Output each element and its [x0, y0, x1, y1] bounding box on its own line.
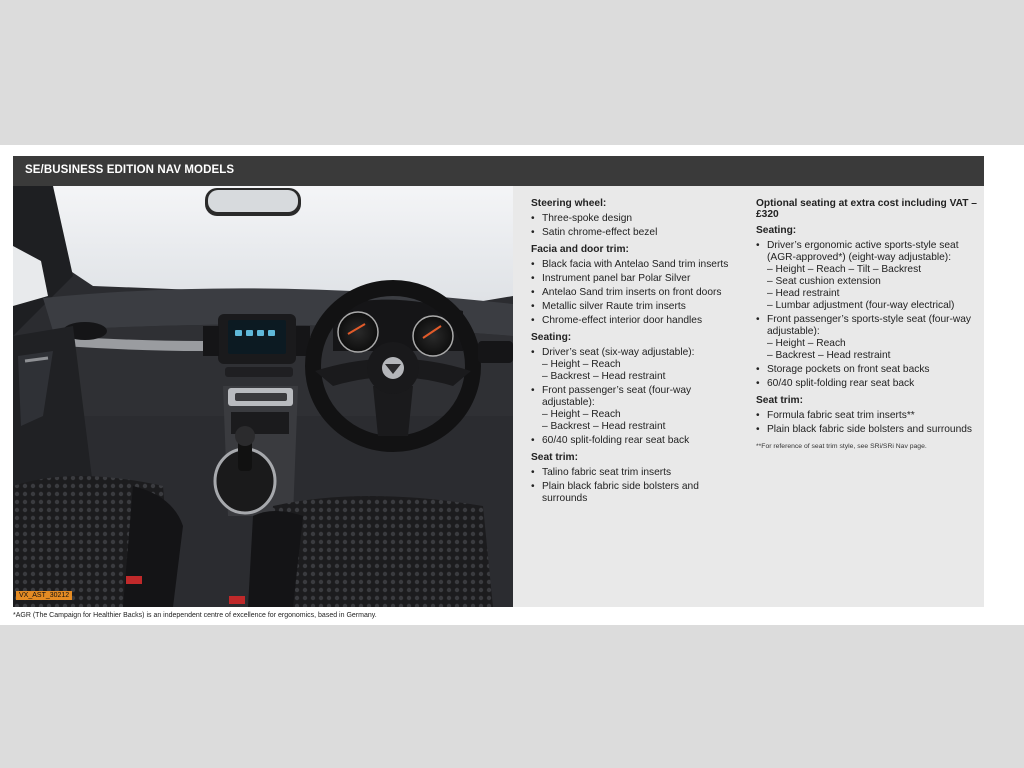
optional-seating-title: Optional seating at extra cost including VAT – £320	[756, 198, 977, 220]
brochure-page	[0, 145, 1024, 625]
list-item	[756, 240, 981, 312]
opt-driver-seat-line: – Height – Reach – Tilt – Backrest	[767, 264, 922, 275]
list-item: • Instrument panel bar Polar Silver	[531, 273, 741, 285]
opt-driver-seat-label: • Driver’s ergonomic active sports-style seat (AGR-approved*) (eight-way adjustable):	[767, 240, 959, 263]
opt-driver-seat-line: – Head restraint	[767, 288, 840, 299]
list-item: • Storage pockets on front seat backs	[756, 364, 981, 376]
passenger-seat-line: – Height – Reach	[542, 409, 621, 420]
passenger-seat-line: – Backrest – Head restraint	[542, 421, 666, 432]
list-item: • 60/40 split-folding rear seat back	[531, 435, 741, 447]
seat-trim-note: **For reference of seat trim style, see SRi/SRi Nav page.	[756, 443, 927, 450]
list-item: • Plain black fabric side bolsters and surrounds	[531, 481, 741, 505]
seat-trim-list	[531, 467, 741, 505]
driver-seat-line: – Height – Reach	[542, 359, 621, 370]
spec-panel	[513, 186, 984, 607]
opt-driver-seat-line: – Lumbar adjustment (four-way electrical)	[767, 300, 955, 311]
steering-title: Steering wheel:	[531, 198, 607, 209]
section-title: SE/BUSINESS EDITION NAV MODELS	[25, 164, 235, 176]
opt-seating-title: Seating:	[756, 225, 797, 236]
opt-passenger-seat-label: • Front passenger’s sports-style seat (four-way adjustable):	[767, 314, 972, 337]
opt-seating-list	[756, 240, 981, 390]
agr-footnote: *AGR (The Campaign for Healthier Backs) is an independent centre of excellence for ergonomics, based in Germany.	[13, 612, 377, 619]
facia-title: Facia and door trim:	[531, 244, 629, 255]
optional-spec-column	[756, 198, 981, 453]
list-item: • Formula fabric seat trim inserts**	[756, 410, 981, 422]
seating-list	[531, 347, 741, 447]
list-item: • Satin chrome-effect bezel	[531, 227, 741, 239]
driver-seat-label: • Driver’s seat (six-way adjustable):	[542, 347, 695, 358]
list-item: • Chrome-effect interior door handles	[531, 315, 741, 327]
opt-passenger-seat-line: – Height – Reach	[767, 338, 846, 349]
opt-passenger-seat-line: – Backrest – Head restraint	[767, 350, 891, 361]
driver-seat-line: – Backrest – Head restraint	[542, 371, 666, 382]
seat-trim-title: Seat trim:	[531, 452, 578, 463]
image-code-label: VX_AST_30212	[16, 591, 72, 600]
seating-title: Seating:	[531, 332, 572, 343]
list-item: • Plain black fabric side bolsters and surrounds	[756, 424, 981, 436]
opt-seat-trim-title: Seat trim:	[756, 395, 803, 406]
list-item: • Black facia with Antelao Sand trim inserts	[531, 259, 741, 271]
list-item: • 60/40 split-folding rear seat back	[756, 378, 981, 390]
steering-list	[531, 213, 741, 239]
facia-list	[531, 259, 741, 327]
car-interior-illustration	[13, 186, 513, 607]
list-item	[531, 347, 741, 383]
list-item: • Talino fabric seat trim inserts	[531, 467, 741, 479]
interior-photo	[13, 186, 513, 607]
list-item: • Metallic silver Raute trim inserts	[531, 301, 741, 313]
section-header	[13, 156, 984, 186]
passenger-seat-label: • Front passenger’s seat (four-way adjustable):	[542, 385, 692, 408]
standard-spec-column	[531, 198, 741, 510]
list-item	[756, 314, 981, 362]
opt-seat-trim-list	[756, 410, 981, 436]
list-item: • Antelao Sand trim inserts on front doors	[531, 287, 741, 299]
list-item	[531, 385, 741, 433]
list-item: • Three-spoke design	[531, 213, 741, 225]
opt-driver-seat-line: – Seat cushion extension	[767, 276, 881, 287]
